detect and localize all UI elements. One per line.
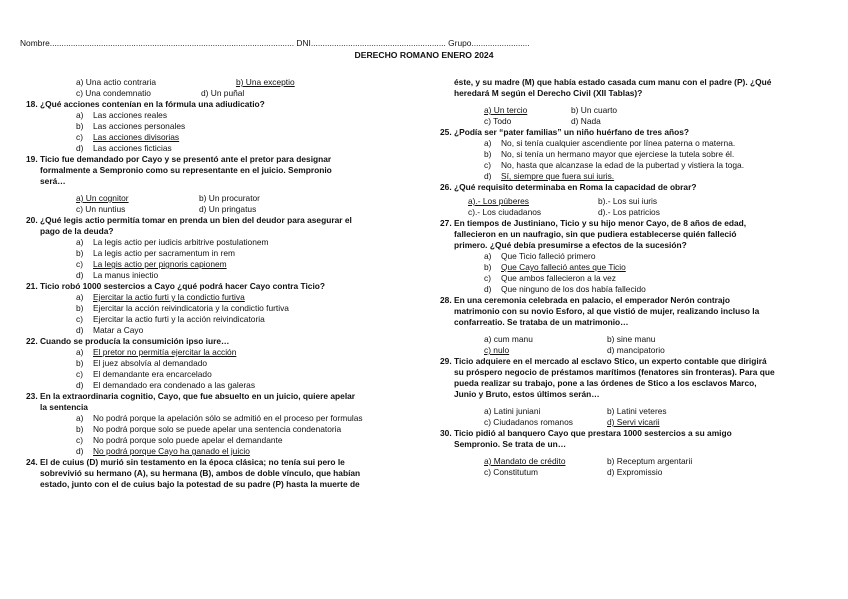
q25-option-c: No, hasta que alcanzase la edad de la pubertad y vistiera la toga. <box>501 160 745 170</box>
q25-option-b: No, si tenía un hermano mayor que ejerciese la tutela sobre él. <box>501 149 735 159</box>
q22-option-d: El demandado era condenado a las galeras <box>93 380 256 390</box>
option-a: a) Una actio contraria <box>76 77 157 87</box>
q30-line2: Sempronio. Se trata de un… <box>454 439 567 449</box>
exam-title: DERECHO ROMANO ENERO 2024 <box>354 50 494 60</box>
q24-line2: sobrevivió su hermano (A), su hermana (B), ambos de doble vínculo, que habían <box>40 468 361 478</box>
q27-option-a: Que Ticio falleció primero <box>501 251 596 261</box>
q26-option-d: d).- Los patricios <box>598 207 660 217</box>
q28-option-c: c) nulo <box>484 345 510 355</box>
q30-option-c: c) Constitutum <box>484 467 538 477</box>
q28-option-a: a) cum manu <box>484 334 533 344</box>
q22-option-c: El demandante era encarcelado <box>93 369 212 379</box>
q22-option-b: El juez absolvía al demandado <box>93 358 208 368</box>
question-19: 19. Ticio fue demandado por Cayo y se presentó ante el pretor para designar <box>26 154 332 164</box>
q19-option-c: c) Un nuntius <box>76 204 126 214</box>
q24-option-c: c) Todo <box>484 116 512 126</box>
q29-option-a: a) Latini juniani <box>484 406 541 416</box>
q28-line2: matrimonio con su novio Esforo, al que vistió de mujer, realizando incluso la <box>454 306 760 316</box>
question-21: 21. Ticio robó 1000 sestercios a Cayo ¿qué podrá hacer Cayo contra Ticio? <box>26 281 325 291</box>
q29-line2: su próspero negocio de préstamos marítimos (fenatores sin fronteras). Para que <box>454 367 775 377</box>
q21-option-c: Ejercitar la actio furti y la acción reivindicatoria <box>93 314 265 324</box>
q29-line3: pueda realizar su trabajo, pone a las órdenes de Stico a los esclavos Marco, <box>454 378 757 388</box>
q18-option-c: Las acciones divisorias <box>93 132 180 142</box>
q19-option-b: b) Un procurator <box>199 193 260 203</box>
q20-option-b: La legis actio per sacramentum in rem <box>93 248 235 258</box>
q29-option-d: d) Servi vicarii <box>607 417 660 427</box>
option-c: c) Una condemnatio <box>76 88 151 98</box>
q25-option-a: No, si tenía cualquier ascendiente por línea paterna o materna. <box>501 138 736 148</box>
q27-line2: fallecieron en un naufragio, sin que pudiera establecerse quién falleció <box>454 229 737 239</box>
q29-option-b: b) Latini veteres <box>607 406 667 416</box>
question-30: 30. Ticio pidió al banquero Cayo que prestara 1000 sestercios a su amigo <box>440 428 732 438</box>
q18-option-a: Las acciones reales <box>93 110 168 120</box>
q27-option-d: Que ninguno de los dos había fallecido <box>501 284 646 294</box>
question-25: 25. ¿Podía ser “pater familias” un niño huérfano de tres años? <box>440 127 690 137</box>
q20-option-c: La legis actio per pignoris capionem <box>93 259 227 269</box>
q24-option-d: d) Nada <box>571 116 601 126</box>
q21-option-a: Ejercitar la actio furti y la condictio furtiva <box>93 292 245 302</box>
q28-line3: confarreatio. Se trataba de un matrimonio… <box>454 317 629 327</box>
question-28: 28. En una ceremonia celebrada en palacio, el emperador Nerón contrajo <box>440 295 730 305</box>
q24-line4: éste, y su madre (M) que había estado casada cum manu con el padre (P). ¿Qué <box>454 77 772 87</box>
q28-option-b: b) sine manu <box>607 334 656 344</box>
q30-option-d: d) Expromissio <box>607 467 663 477</box>
q28-option-d: d) mancipatorio <box>607 345 665 355</box>
q30-option-a: a) Mandato de crédito <box>484 456 566 466</box>
q26-option-b: b).- Los sui iuris <box>598 196 658 206</box>
q20-line2: pago de la deuda? <box>40 226 114 236</box>
right-column: éste, y su madre (M) que había estado casada cum manu con el padre (P). ¿Qué heredará M según el Derecho Civil (XII Tablas)? a) Un tercio b) Un cuarto c) Todo d) Nada 25. ¿Podía ser “pater familias” un niño huérfano de tres años? a) No, si tenía cualquier ascendiente por línea paterna o materna. b) No, si tenía un hermano mayor que ejerciese la tutela sobre él. c) No, hasta que alcanzase la edad de la pubertad y vistiera la toga. d) Sí, siempre que fuera sui iuris. 26. ¿Qué requisito determinaba en Roma la capacidad de obrar? a).- Los púberes b).- Los sui iuris c).- Los ciudadanos d).- Los patricios 27. En tiempos de Justiniano, Ticio y su hijo menor Cayo, de 8 años de edad, fallecieron en un naufragio, sin que pudiera establecerse quién falleció primero. ¿Qué debía presumirse a efectos de la sucesión? a) Que Ticio falleció primero b) Que Cayo falleció antes que Ticio c) Que ambos fallecieron a la vez d) Que ninguno de los dos había fallecido 28. En una ceremonia celebrada en palacio, el emperador Nerón contrajo matrimonio con su novio Esforo, al que vistió de mujer, realizando incluso la confarreatio. Se trataba de un matrimonio… a) cum manu b) sine manu c) nulo d) mancipatorio 29. Ticio adquiere en el mercado al esclavo Stico, un experto contable que dirigirá su próspero negocio de préstamos marítimos (fenatores sin fronteras). Para que pueda realizar su trabajo, pone a las órdenes de Stico a los esclavos Marco, Junio y Bruto, estos últimos serán… a) Latini juniani b) Latini veteres c) Ciudadanos romanos d) Servi vicarii 30. Ticio pidió al banquero Cayo que prestara 1000 sestercios a su amigo Sempronio. Se trata de un… a) Mandato de crédito b) Receptum argentarii c) Constitutum d) Expromissio <box>440 77 830 478</box>
q18-option-d: Las acciones ficticias <box>93 143 172 153</box>
question-27: 27. En tiempos de Justiniano, Ticio y su hijo menor Cayo, de 8 años de edad, <box>440 218 747 228</box>
q21-option-b: Ejercitar la acción reivindicatoria y la condictio furtiva <box>93 303 289 313</box>
q19-line2: formalmente a Sempronio como su representante en el juicio. Sempronio <box>40 165 332 175</box>
q24-line5: heredará M según el Derecho Civil (XII Tablas)? <box>454 88 643 98</box>
q23-option-d: No podrá porque Cayo ha ganado el juicio <box>93 446 250 456</box>
q27-line3: primero. ¿Qué debía presumirse a efectos de la sucesión? <box>454 240 687 250</box>
question-23: 23. En la extraordinaria cognitio, Cayo, que fue absuelto en un juicio, quiere apelar <box>26 391 356 401</box>
q23-option-a: No podrá porque la apelación sólo se admitió en el proceso per formulas <box>93 413 363 423</box>
q29-option-c: c) Ciudadanos romanos <box>484 417 573 427</box>
q23-option-b: No podrá porque solo se puede apelar una sentencia condenatoria <box>93 424 342 434</box>
q21-option-d: Matar a Cayo <box>93 325 144 335</box>
q19-line3: será… <box>40 176 66 186</box>
left-column: a) Una actio contraria b) Una exceptio c) Una condemnatio d) Un puñal 18. ¿Qué acciones contenían en la fórmula una adiudicatio? a) Las acciones reales b) Las acciones personales c) Las acciones divisorias d) Las acciones ficticias 19. Ticio fue demandado por Cayo y se presentó ante el pretor para designar formalmente a Sempronio como su representante en el juicio. Sempronio será… a) Un cognitor b) Un procurator c) Un nuntius d) Un pringatus 20. ¿Qué legis actio permitía tomar en prenda un bien del deudor para asegurar el pago de la deuda? a) La legis actio per iudicis arbitrive postulationem b) La legis actio per sacramentum in rem c) La legis actio per pignoris capionem d) La manus iniectio 21. Ticio robó 1000 sestercios a Cayo ¿qué podrá hacer Cayo contra Ticio? a) Ejercitar la actio furti y la condictio furtiva b) Ejercitar la acción reivindicatoria y la condictio furtiva c) Ejercitar la actio furti y la acción reivindicatoria d) Matar a Cayo 22. Cuando se producía la consumición ipso iure… a) El pretor no permitía ejercitar la acción b) El juez absolvía al demandado c) El demandante era encarcelado d) El demandado era condenado a las galeras 23. En la extraordinaria cognitio, Cayo, que fue absuelto en un juicio, quiere apelar la sentencia a) No podrá porque la apelación sólo se admitió en el proceso per formulas b) No podrá porque solo se puede apelar una sentencia condenatoria c) No podrá porque solo puede apelar el demandante d) No podrá porque Cayo ha ganado el juicio 24. El de cuius (D) murió sin testamento en la época clásica; no tenía sui pero le sobrevivió su hermano (A), su hermana (B), ambos de doble vínculo, que habían estado, junto con el de cuius bajo la potestad de su padre (P) hasta la muerte de <box>26 77 416 490</box>
q23-option-c: No podrá porque solo puede apelar el demandante <box>93 435 283 445</box>
q20-option-a: La legis actio per iudicis arbitrive postulationem <box>93 237 269 247</box>
q19-option-a: a) Un cognitor <box>76 193 129 203</box>
q22-option-a: El pretor no permitía ejercitar la acción <box>93 347 237 357</box>
q27-option-c: Que ambos fallecieron a la vez <box>501 273 616 283</box>
q29-line4: Junio y Bruto, estos últimos serán… <box>454 389 600 399</box>
q24-line3: estado, junto con el de cuius bajo la potestad de su padre (P) hasta la muerte de <box>40 479 360 489</box>
q30-option-b: b) Receptum argentarii <box>607 456 693 466</box>
header-fields: Nombre......................................................................................................... DNI.......................................................... Grupo......................... <box>20 38 530 48</box>
question-24: 24. El de cuius (D) murió sin testamento en la época clásica; no tenía sui pero le <box>26 457 345 467</box>
q24-option-b: b) Un cuarto <box>571 105 618 115</box>
question-20: 20. ¿Qué legis actio permitía tomar en prenda un bien del deudor para asegurar el <box>26 215 352 225</box>
option-b: b) Una exceptio <box>236 77 295 87</box>
q26-option-a: a).- Los púberes <box>468 196 529 206</box>
q24-option-a: a) Un tercio <box>484 105 528 115</box>
option-d: d) Un puñal <box>201 88 245 98</box>
q18-option-b: Las acciones personales <box>93 121 186 131</box>
pre-options-row2 <box>76 88 416 99</box>
q19-option-d: d) Un pringatus <box>199 204 257 214</box>
q27-option-b: Que Cayo falleció antes que Ticio <box>501 262 626 272</box>
q23-line2: la sentencia <box>40 402 88 412</box>
question-22: 22. Cuando se producía la consumición ipso iure… <box>26 336 230 346</box>
question-26: 26. ¿Qué requisito determinaba en Roma la capacidad de obrar? <box>440 182 697 192</box>
q26-option-c: c).- Los ciudadanos <box>468 207 542 217</box>
q20-option-d: La manus iniectio <box>93 270 159 280</box>
q25-option-d: Sí, siempre que fuera sui iuris. <box>501 171 615 181</box>
pre-options-row1 <box>76 77 416 88</box>
question-18: 18. ¿Qué acciones contenían en la fórmula una adiudicatio? <box>26 99 265 109</box>
question-29: 29. Ticio adquiere en el mercado al esclavo Stico, un experto contable que dirigirá <box>440 356 767 366</box>
